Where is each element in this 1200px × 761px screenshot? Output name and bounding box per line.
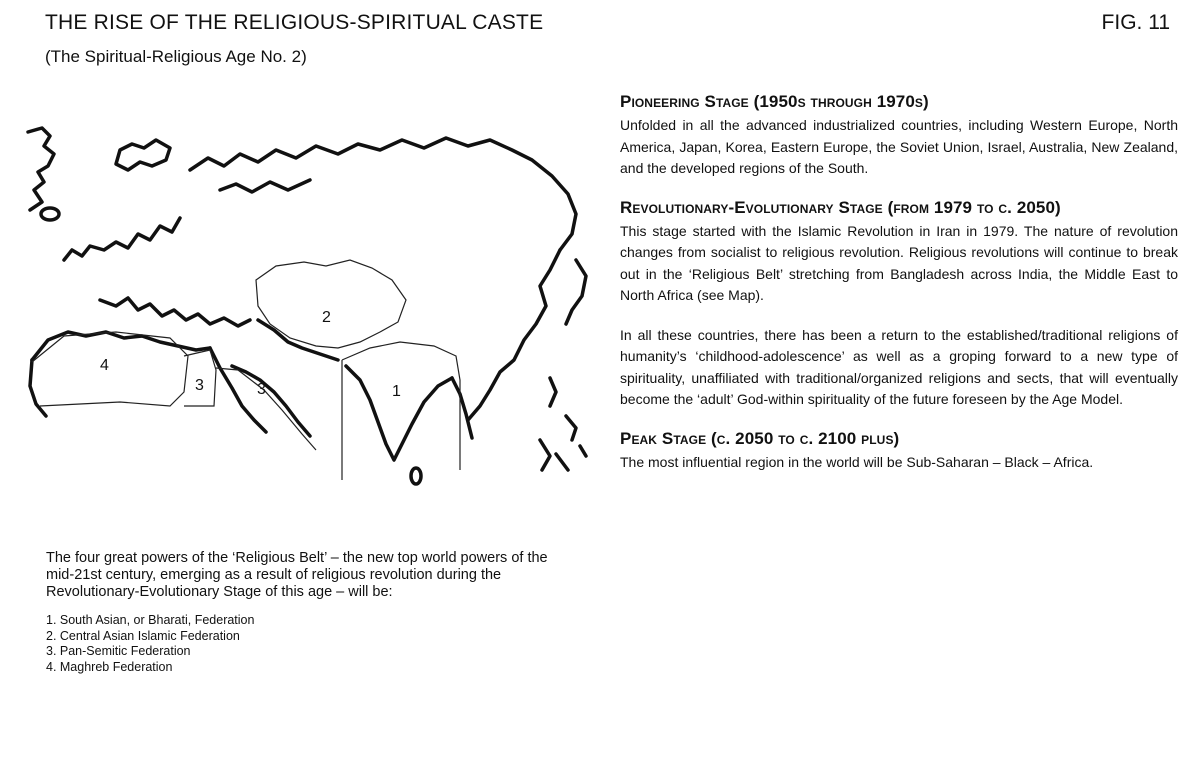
list-item: 3. Pan-Semitic Federation <box>46 644 191 658</box>
stage-heading: Peak Stage (c. 2050 to c. 2100 plus) <box>620 428 900 448</box>
stage-heading: Pioneering Stage (1950s through 1970s) <box>620 92 929 111</box>
map-island-japan <box>566 260 586 324</box>
figure-number: FIG. 11 <box>1101 11 1170 34</box>
map-coast-siberia-inner <box>220 180 310 192</box>
map-label-2: 2 <box>322 309 331 326</box>
map-coast-africa <box>32 332 210 360</box>
map-coast-norway <box>116 140 170 170</box>
map-coast-mediterranean <box>100 298 250 326</box>
stage-revolutionary-evolutionary <box>620 198 1178 411</box>
stage-text: Unfolded in all the advanced industrialized countries, including Western Europe, North America, Japan, Korea, Eastern Europe, the Soviet Union, Israel, Australia, New Zealand, and the developed regions of the South. <box>620 117 1178 176</box>
map-label-3-west: 3 <box>195 377 204 394</box>
map-coast-europe <box>64 218 180 260</box>
map-coast-siberia <box>190 138 576 250</box>
map-coast-india <box>346 366 452 460</box>
map-island-taiwan <box>550 378 556 406</box>
list-item: 2. Central Asian Islamic Federation <box>46 628 240 643</box>
stage-heading: Revolutionary-Evolutionary Stage (from 1979 to c. 2050) <box>620 197 1061 217</box>
map-island-philippines <box>566 416 586 456</box>
stage-pioneering <box>620 92 1178 180</box>
stage-text: The most influential region in the world will be Sub-Saharan – Black – Africa. <box>620 453 1094 470</box>
stage-peak <box>620 429 1178 474</box>
map-island-iceland <box>41 208 59 220</box>
page-subtitle: (The Spiritual-Religious Age No. 2) <box>45 47 307 66</box>
map-coast-scandinavia <box>28 128 54 210</box>
powers-section <box>46 550 556 675</box>
map-island-southeast <box>540 440 568 470</box>
stage-text: This stage started with the Islamic Revolution in Iran in 1979. The nature of revolution changes from socialist to religious revolution. Religious revolutions will continue to break out in the ‘Religious Belt’ stretching from Bangladesh across India, the Middle East to North Africa (see Map). <box>620 222 1178 303</box>
map-coast-africa-west <box>30 360 46 416</box>
list-item: 1. South Asian, or Bharati, Federation <box>46 613 255 627</box>
map-label-1: 1 <box>392 383 401 400</box>
map-label-3-east: 3 <box>257 381 266 398</box>
map-boundary-south-asia <box>342 342 460 480</box>
stages-column <box>620 92 1178 491</box>
stage-text: In all these countries, there has been a return to the established/traditional religions of humanity’s ‘childhood-adolescence’ as well as a groping forward to a new type of spirituality, unaffiliated with traditional/organized religions and sects, that will eventually become the ‘adult’ God-within spirituality of the future foreseen by the Age Model. <box>620 326 1178 407</box>
list-item: 4. Maghreb Federation <box>46 659 173 674</box>
map-coast-east-asia <box>468 250 560 420</box>
map-coast-arabia <box>232 366 310 436</box>
map-label-4: 4 <box>100 357 109 374</box>
powers-intro: The four great powers of the ‘Religious Belt’ – the new top world powers of the mid-21st century, emerging as a result of religious revolution during the Revolutionary-Evolutionary Stage of this age – will be: <box>46 550 548 600</box>
religious-belt-map <box>20 110 600 490</box>
powers-list <box>46 613 556 675</box>
page-title: THE RISE OF THE RELIGIOUS-SPIRITUAL CASTE <box>45 11 544 34</box>
map-coast-bay-bengal <box>452 378 472 438</box>
map-island-sri-lanka <box>411 468 421 484</box>
map-boundary-arabia <box>216 368 316 450</box>
